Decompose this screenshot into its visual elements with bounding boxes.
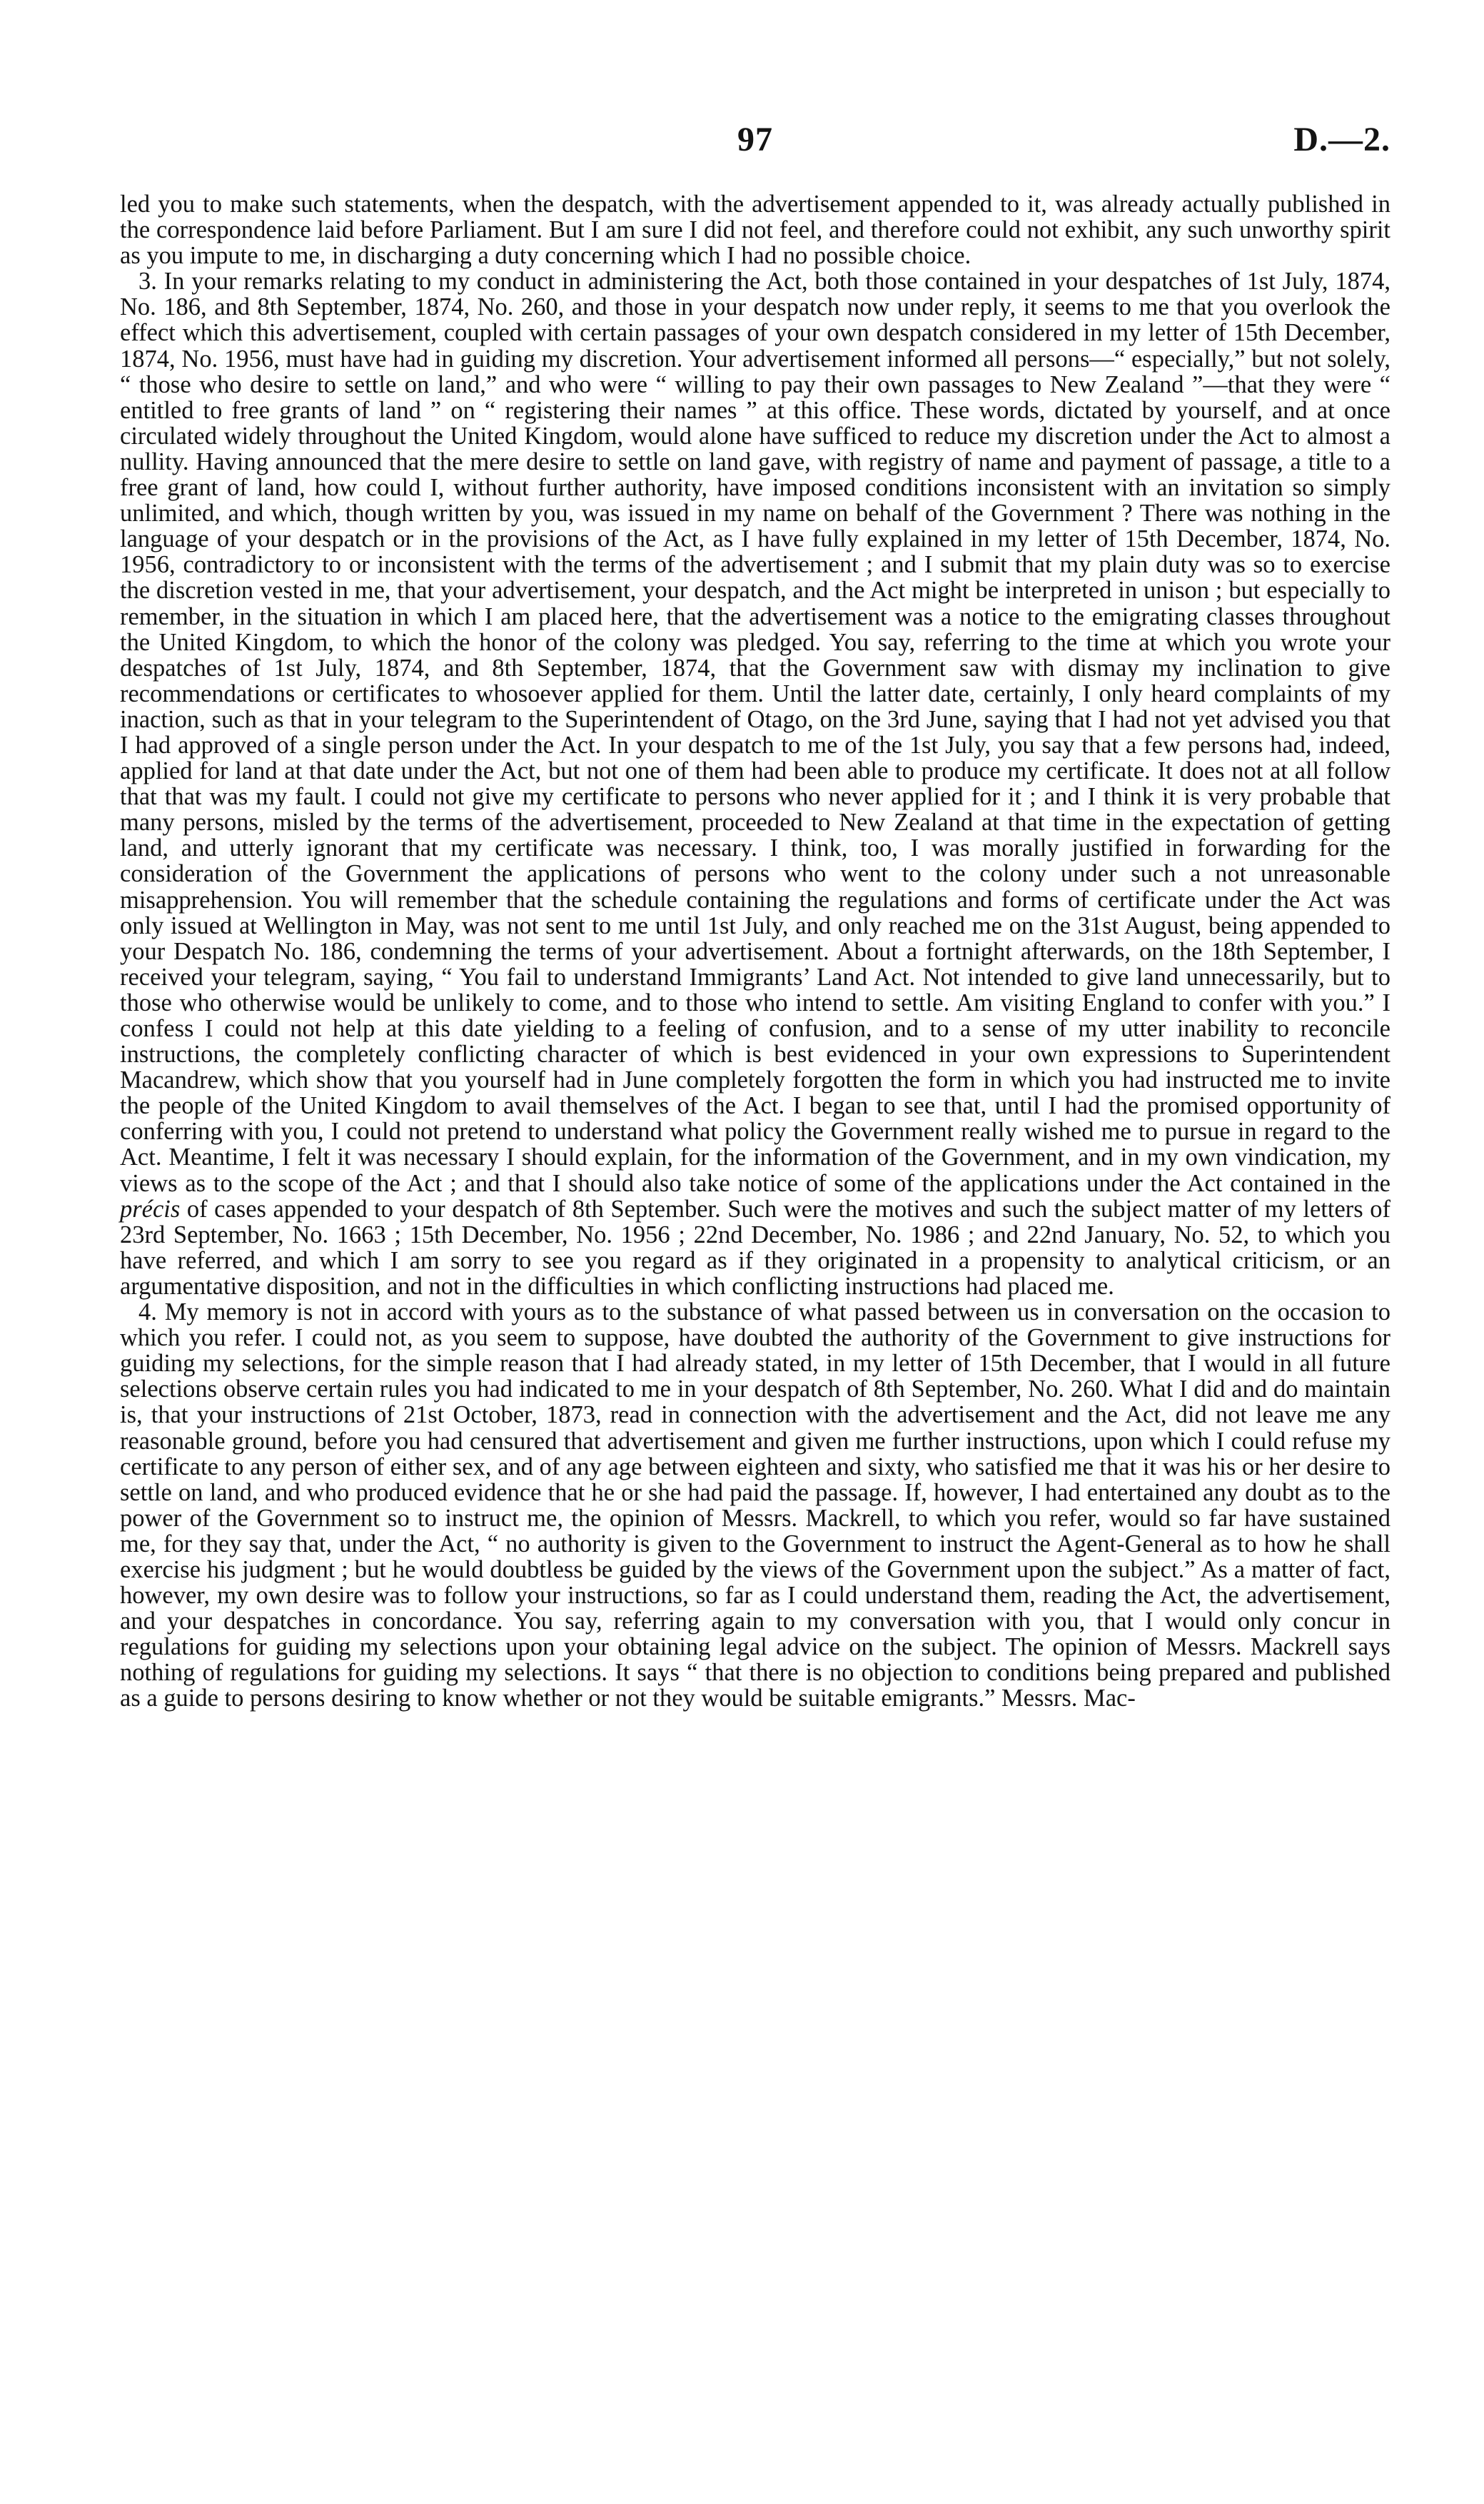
page-header bbox=[120, 120, 1390, 177]
paragraph-text: 4. My memory is not in accord with yours as to the substance of what passed between us in conversation on the occasion to which you refer. I could not, as you seem to suppose, have doubted the authority of the Government to give instructions for guiding my selections, for the simple reason that I had already stated, in my letter of 15th December, that I would in all future selections observe certain rules you had indicated to me in your despatch of 8th September, No. 260. What I did and do maintain is, that your instructions of 21st October, 1873, read in connection with the advertisement and the Act, did not leave me any reasonable ground, before you had censured that advertisement and given me further instructions, upon which I could refuse my certificate to any person of either sex, and of any age between eighteen and sixty, who satisfied me that it was his or her desire to settle on land, and who produced evidence that he or she had paid the passage. If, however, I had entertained any doubt as to the power of the Government so to instruct me, the opinion of Messrs. Mackrell, to which you refer, would so far have sustained me, for they say that, under the Act, “ no authority is given to the Government to instruct the Agent-General as to how he shall exercise his judgment ; but he would doubtless be guided by the views of the Government upon the subject.” As a matter of fact, however, my own desire was to follow your instructions, so far as I could understand them, reading the Act, the advertisement, and your despatches in concordance. You say, referring again to my conversation with you, that I would only concur in regulations for guiding my selections upon your obtaining legal advice on the subject. The opinion of Messrs. Mackrell says nothing of regulations for guiding my selections. It says “ that there is no objection to conditions being prepared and published as a guide to persons desiring to know whether or not they would be suitable emigrants.” Messrs. Mac- bbox=[120, 1298, 1390, 1712]
body-text bbox=[120, 191, 1390, 1712]
paragraph-text: of cases appended to your despatch of 8th September. Such were the motives and such the subject matter of my letters of 23rd September, No. 1663 ; 15th December, No. 1956 ; 22nd December, No. 1986 ; and 22nd January, No. 52, to which you have referred, and which I am sorry to see you regard as if they originated in a propensity to analytical criticism, or an argumentative disposition, and not in the difficulties in which conflicting instructions had placed me. bbox=[120, 1195, 1390, 1300]
paragraph-para-3 bbox=[120, 268, 1390, 1299]
page-number: 97 bbox=[737, 121, 773, 158]
paragraph-text: led you to make such statements, when the despatch, with the advertisement appended to it, was already actually published in the correspondence laid before Parliament. But I am sure I did not feel, and therefore could not exhibit, any such unworthy spirit as you impute to me, in discharging a duty concerning which I had no possible choice. bbox=[120, 191, 1390, 270]
paragraph-para-4 bbox=[120, 1299, 1390, 1712]
paragraph-text: 3. In your remarks relating to my conduct in administering the Act, both those contained in your despatches of 1st July, 1874, No. 186, and 8th September, 1874, No. 260, and those in your despatch now under reply, it seems to me that you overlook the effect which this advertisement, coupled with certain passages of your own despatch considered in my letter of 15th December, 1874, No. 1956, must have had in guiding my discretion. Your advertisement informed all persons—“ especially,” but not solely, “ those who desire to settle on land,” and who were “ willing to pay their own passages to New Zealand ”—that they were “ entitled to free grants of land ” on “ registering their names ” at this office. These words, dictated by yourself, and at once circulated widely throughout the United Kingdom, would alone have sufficed to reduce my discretion under the Act to almost a nullity. Having announced that the mere desire to settle on land gave, with registry of name and payment of passage, a title to a free grant of land, how could I, without further authority, have imposed conditions inconsistent with an invitation so simply unlimited, and which, though written by you, was issued in my name on behalf of the Government ? There was nothing in the language of your despatch or in the provisions of the Act, as I have fully explained in my letter of 15th December, 1874, No. 1956, contradictory to or inconsistent with the terms of the advertisement ; and I submit that my plain duty was so to exercise the discretion vested in me, that your advertisement, your despatch, and the Act might be interpreted in unison ; but especially to remember, in the situation in which I am placed here, that the advertisement was a notice to the emigrating classes throughout the United Kingdom, to which the honor of the colony was pledged. You say, referring to the time at which you wrote your despatches of 1st July, 1874, and 8th September, 1874, that the Government saw with dismay my inclination to give recommendations or certificates to whosoever applied for them. Until the latter date, certainly, I only heard complaints of my inaction, such as that in your telegram to the Superintendent of Otago, on the 3rd June, saying that I had not yet advised you that I had approved of a single person under the Act. In your despatch to me of the 1st July, you say that a few persons had, indeed, applied for land at that date under the Act, but not one of them had been able to produce my certificate. It does not at all follow that that was my fault. I could not give my certificate to persons who never applied for it ; and I think it is very probable that many persons, misled by the terms of the advertisement, proceeded to New Zealand at that time in the expectation of getting land, and utterly ignorant that my certificate was necessary. I think, too, I was morally justified in forwarding for the consideration of the Government the applications of persons who went to the colony under such a not unreasonable misapprehension. You will remember that the schedule containing the regulations and forms of certificate under the Act was only issued at Wellington in May, was not sent to me until 1st July, and only reached me on the 31st August, being appended to your Despatch No. 186, condemning the terms of your advertisement. About a fortnight afterwards, on the 18th September, I received your telegram, saying, “ You fail to understand Immigrants’ Land Act. Not intended to give land unnecessarily, but to those who otherwise would be unlikely to come, and to those who intend to settle. Am visiting England to confer with you.” I confess I could not help at this date yielding to a feeling of confusion, and to a sense of my utter inability to reconcile instructions, the completely conflicting character of which is best evidenced in your own expressions to Superintendent Macandrew, which show that you yourself had in June completely forgotten the form in which you had instructed me to invite the people of the United Kingdom to avail themselves of the Act. I began to see that, until I had the promised opportunity of conferring with you, I could not pretend to understand what policy the Government really wished me to pursue in regard to the Act. Meantime, I felt it was necessary I should explain, for the information of the Government, and in my own vindication, my views as to the scope of the Act ; and that I should also take notice of some of the applications under the Act contained in the bbox=[120, 268, 1390, 1197]
document-reference: D.—2. bbox=[1293, 121, 1390, 158]
italic-text: précis bbox=[120, 1195, 181, 1223]
paragraph-continuation bbox=[120, 191, 1390, 268]
